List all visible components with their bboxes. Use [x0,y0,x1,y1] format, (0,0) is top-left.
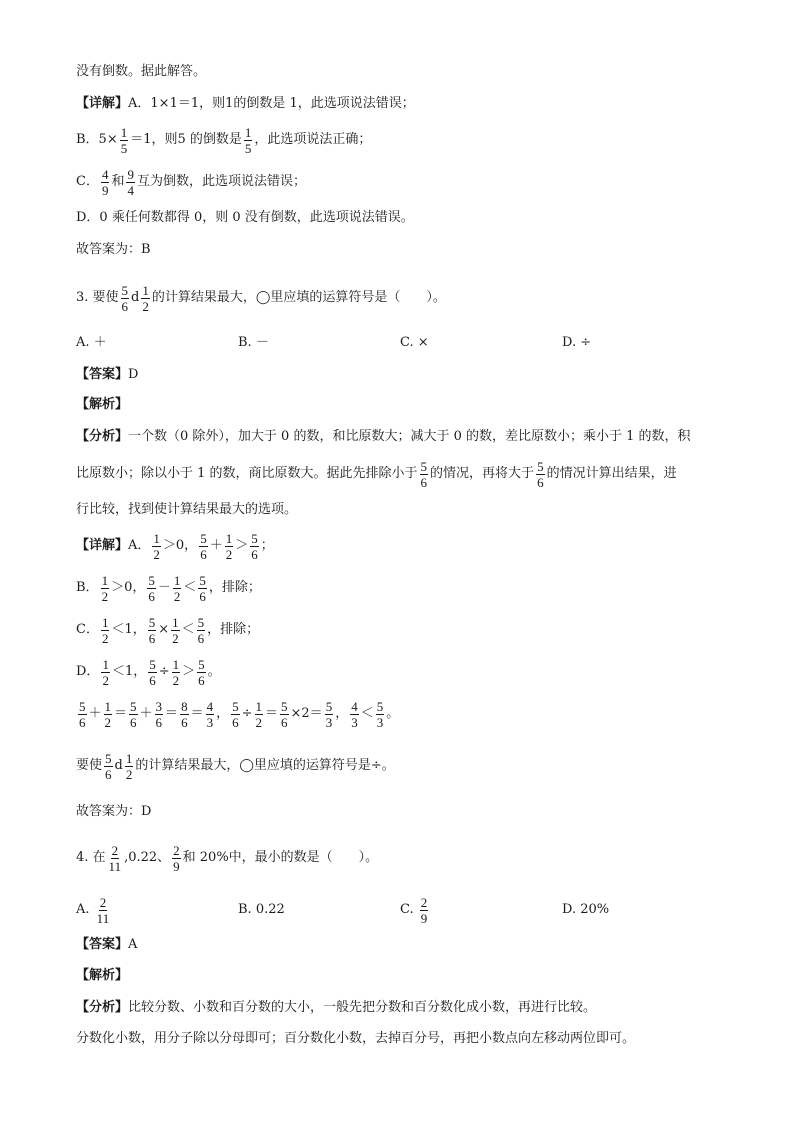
analysis-heading [76,966,128,986]
numerator: 1 [225,530,233,546]
text: ，此选项说法正确； [254,132,372,147]
numerator: 5 [121,282,129,298]
text: 故答案为：B [76,242,151,257]
denominator: 6 [198,672,205,688]
tag: 【分析】 [76,429,129,444]
fraction [420,460,429,489]
detail-c [76,160,306,204]
denominator: 11 [108,858,122,874]
fraction [420,896,429,925]
text: ＞ [235,538,249,553]
numerator: 1 [255,698,262,714]
text: ＞ [182,664,196,679]
fraction [244,126,253,155]
denominator: 2 [173,588,181,604]
numerator: 5 [149,656,156,672]
fraction [376,700,385,729]
numerator: 5 [198,656,205,672]
text: ＝ [190,706,204,721]
text: 3. 要使 [76,290,119,305]
text: 4. 在 [76,850,106,865]
text: ,0.22、 [124,850,171,865]
analysis-3 [76,500,297,520]
denominator: 6 [79,714,86,730]
denominator: 6 [155,714,163,730]
fraction [250,532,259,561]
text: 要使 [76,758,103,773]
text: 和 [111,174,125,189]
detail-b [76,118,371,162]
denominator: 3 [206,714,214,730]
fraction [225,532,234,561]
numerator: 1 [173,572,181,588]
numerator: 1 [101,614,109,630]
denominator: 6 [200,546,207,562]
text: 故答案为：D [76,804,152,819]
denominator: 3 [325,714,333,730]
numerator: 8 [181,698,188,714]
text: C． [76,622,99,637]
text: 和 20%中，最小的数是（ ）。 [182,850,379,865]
numerator: 1 [102,656,109,672]
numerator: 5 [232,698,239,714]
text: ÷ [241,706,253,721]
numerator: 5 [325,698,333,714]
denominator: 6 [537,474,544,490]
text: B． [76,580,99,595]
text: A. [76,902,90,917]
tag: 【解析】 [76,968,129,983]
numerator: 1 [142,282,149,298]
text: ＝ [165,706,179,721]
numerator: 5 [105,750,112,766]
numerator: 5 [200,530,207,546]
denominator: 6 [121,298,129,314]
fraction [173,574,182,603]
fraction [152,532,161,561]
numerator: 1 [120,124,128,140]
operator: d [114,758,123,773]
denominator: 2 [153,546,160,562]
denominator: 6 [232,714,239,730]
option-c: C. × [400,335,429,350]
text: D． [76,664,100,679]
fraction [101,658,110,687]
denominator: 2 [102,672,109,688]
denominator: 2 [125,766,133,782]
fraction [198,574,207,603]
fraction [141,284,150,313]
text: 互为倒数，此选项说法错误； [136,174,306,189]
denominator: 6 [199,588,206,604]
text: ＝ [265,706,279,721]
text: ＜ [183,580,197,595]
text: ，排除； [208,580,261,595]
numerator: 3 [155,698,163,714]
fraction [101,616,110,645]
detail-d [76,208,414,228]
numerator: 4 [101,166,109,182]
fraction [126,168,135,197]
fraction [171,616,180,645]
fraction [280,700,289,729]
denominator: 6 [130,714,137,730]
numerator: 5 [537,458,544,474]
numerator: 2 [99,894,107,910]
conclusion [76,744,395,788]
numerator: 2 [111,842,119,858]
text: 。 [207,664,221,679]
option-d: D. ÷ [562,335,592,350]
detail-b [76,566,261,610]
tag: 【分析】 [76,1000,129,1015]
denominator: 9 [101,182,109,198]
text: ， [335,706,349,721]
numerator: 5 [199,572,206,588]
fraction [206,700,215,729]
numerator: 2 [173,842,180,858]
fraction [96,896,111,925]
text: 比原数小；除以小于 1 的数，商比原数大。据此先排除小于 [76,466,418,481]
answer [76,935,137,955]
denominator: 5 [244,140,252,156]
option-b: B. － [238,335,269,350]
detail-d [76,650,221,694]
text: A． [128,538,151,553]
calc-line [76,692,399,736]
numerator: 1 [153,530,160,546]
denominator: 9 [173,858,180,874]
fraction [148,616,157,645]
denominator: 6 [148,588,155,604]
denominator: 6 [197,630,205,646]
text: ＝ [114,706,128,721]
numerator: 5 [376,698,384,714]
numerator: 1 [101,572,109,588]
tag: 【答案】 [76,937,129,952]
fraction [350,700,359,729]
fraction [172,844,181,873]
text: 没有倒数。据此解答。 [76,64,207,79]
tag: 【详解】 [76,538,129,553]
answer-line [76,802,151,822]
text: 分数化小数，用分子除以分母即可；百分数化小数，去掉百分号，再把小数点向左移动两位即可。 [76,1031,636,1046]
fraction [104,752,113,781]
fraction [148,658,157,687]
tag: 【解析】 [76,397,129,412]
denominator: 9 [420,910,428,926]
text: B．5× [76,132,118,147]
analysis-2 [76,452,677,496]
denominator: 6 [251,546,258,562]
denominator: 6 [105,766,112,782]
text: ＋ [209,538,223,553]
fraction [101,574,110,603]
tag: 【答案】 [76,367,129,382]
fraction [155,700,164,729]
analysis-1 [76,998,596,1018]
text: ＋ [139,706,153,721]
text: ×2＝ [290,706,323,721]
detail-a [76,94,415,114]
fraction [197,616,206,645]
option-a [76,888,112,932]
answer-line [76,240,151,260]
text: × [158,622,170,637]
fraction [172,658,181,687]
numerator: 1 [125,750,133,766]
operator: d [131,290,140,305]
numerator: 1 [244,124,252,140]
answer-value: D [128,367,139,382]
fraction [536,460,545,489]
text: 的情况，再将大于 [430,466,535,481]
fraction [129,700,138,729]
fraction [78,700,87,729]
text: 的计算结果最大，◯里应填的运算符号是（ ）。 [151,290,446,305]
denominator: 2 [172,630,179,646]
numerator: 5 [197,614,205,630]
denominator: 6 [420,474,428,490]
text: ＜ [181,622,195,637]
option-a: A. ＋ [76,335,107,350]
numerator: 9 [127,166,134,182]
fraction [147,574,156,603]
numerator: 5 [420,458,428,474]
text: C． [76,174,99,189]
analysis-1 [76,427,691,447]
text: ＜1， [111,664,147,679]
text: － [157,580,171,595]
tag: 【详解】 [76,96,129,111]
text: D．0 乘任何数都得 0，则 0 没有倒数，此选项说法错误。 [76,210,414,225]
text: ＜1， [111,622,146,637]
fraction [199,532,208,561]
denominator: 6 [181,714,188,730]
text: 的情况计算出结果，进 [546,466,677,481]
text: 。 [386,706,400,721]
text: C. [400,902,414,917]
analysis-heading [76,395,128,415]
text: ＞0， [111,580,146,595]
fraction [120,126,129,155]
text: ， [216,706,230,721]
denominator: 2 [101,630,109,646]
fraction [180,700,189,729]
numerator: 5 [251,530,258,546]
text: ＞0， [162,538,198,553]
fraction [121,284,130,313]
detail-c [76,608,259,652]
numerator: 1 [104,698,112,714]
text: ＋ [88,706,102,721]
denominator: 2 [172,672,180,688]
analysis-2 [76,1029,635,1049]
text: A．1×1＝1，则1的倒数是 1，此选项说法错误； [128,96,415,111]
fraction [108,844,123,873]
text: B. 0.22 [238,902,285,917]
question-4 [76,836,378,880]
numerator: 4 [206,698,214,714]
detail-a [76,524,274,568]
numerator: 5 [281,698,288,714]
option-d [562,888,609,932]
numerator: 1 [172,656,180,672]
text: ，排除； [207,622,260,637]
denominator: 2 [101,588,109,604]
option-b [238,888,285,932]
numerator: 2 [420,894,428,910]
fraction [197,658,206,687]
denominator: 5 [120,140,128,156]
fraction [231,700,240,729]
text: ÷ [158,664,170,679]
numerator: 4 [351,698,358,714]
denominator: 2 [104,714,112,730]
fraction [325,700,334,729]
text: 行比较，找到使计算结果最大的选项。 [76,502,298,517]
denominator: 6 [149,672,156,688]
answer [76,365,138,385]
denominator: 11 [96,910,110,926]
numerator: 5 [130,698,137,714]
denominator: 4 [127,182,134,198]
numerator: 5 [148,614,156,630]
denominator: 2 [255,714,262,730]
numerator: 5 [79,698,86,714]
answer-value: A [128,937,138,952]
denominator: 3 [376,714,384,730]
fraction [125,752,134,781]
denominator: 2 [142,298,149,314]
fraction [104,700,113,729]
text: 的计算结果最大，◯里应填的运算符号是÷。 [135,758,395,773]
denominator: 3 [351,714,358,730]
numerator: 1 [172,614,179,630]
question-3 [76,276,446,320]
denominator: 6 [148,630,156,646]
text: ＜ [360,706,374,721]
numerator: 5 [148,572,155,588]
text: 一个数（0 除外），加大于 0 的数，和比原数大；减大于 0 的数，差比原数小；乘小于 1 的数，积 [128,429,691,444]
text: ； [260,538,274,553]
option-c [400,888,430,932]
text: D. 20% [562,902,610,917]
fraction [101,168,110,197]
fraction [255,700,264,729]
text-line [76,62,206,82]
text: 比较分数、小数和百分数的大小，一般先把分数和百分数化成小数，再进行比较。 [128,1000,597,1015]
denominator: 2 [225,546,233,562]
denominator: 6 [281,714,288,730]
text: ＝1，则5 的倒数是 [130,132,242,147]
